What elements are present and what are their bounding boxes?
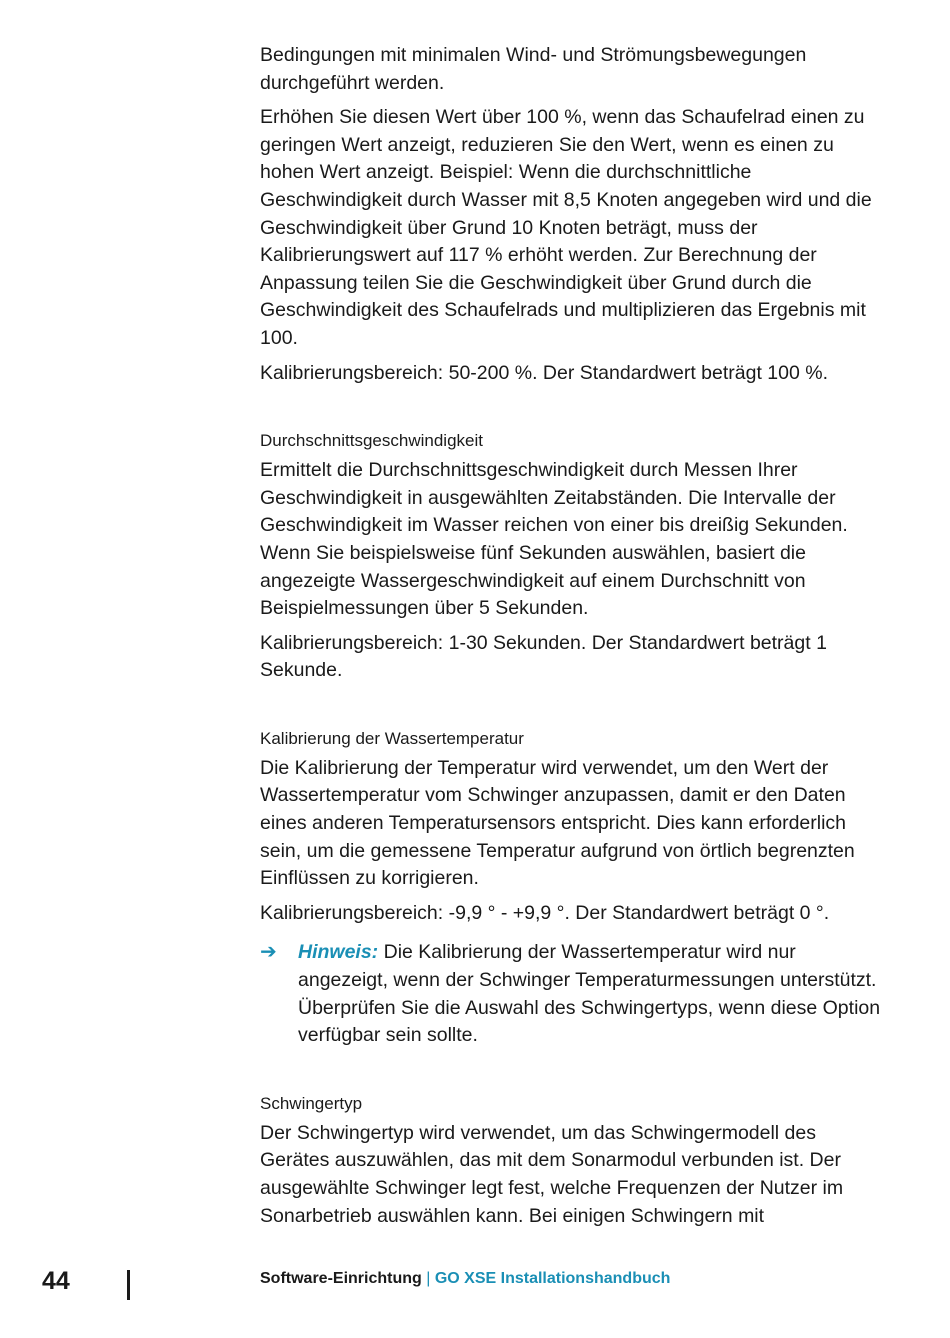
body-paragraph: Bedingungen mit minimalen Wind- und Strömungsbewegungen durchgeführt werden. <box>260 44 807 94</box>
body-paragraph: Erhöhen Sie diesen Wert über 100 %, wenn das Schaufelrad einen zu geringen Wert anzeigt, reduzieren Sie den Wert, wenn es einen zu hohen Wert anzeigt. Beispiel: Wenn die durchschnittliche Geschwindigkeit durch Wasser mit 8,5 Knoten angegeben wird und die Geschwindigkeit über Grund 10 Knoten beträgt, muss der Kalibrierungswert auf 117 % erhöht werden. Zur Berechnung der Anpassung teilen Sie die Geschwindigkeit über Grund durch die Geschwindigkeit des Schaufelrads und multiplizieren das Ergebnis mit 100. <box>260 106 872 349</box>
note-callout <box>260 939 890 1049</box>
footer-section-title: Software-Einrichtung <box>260 1270 422 1287</box>
footer-divider <box>127 1270 130 1300</box>
note-body <box>298 939 890 1049</box>
note-label: Hinweis: <box>298 941 379 964</box>
section-heading-transducer-type: Schwingertyp <box>260 1093 363 1113</box>
section-paragraph: Die Kalibrierung der Temperatur wird verwendet, um den Wert der Wassertemperatur vom Schwinger anzupassen, damit er den Daten eines anderen Temperatursensors entspricht. Dies kann erforderlich sein, um die gemessene Temperatur aufgrund von örtlich begrenzten Einflüssen zu korrigieren. <box>260 756 855 890</box>
section-paragraph: Kalibrierungsbereich: 1-30 Sekunden. Der Standardwert beträgt 1 Sekunde. <box>260 631 827 682</box>
section-paragraph: Kalibrierungsbereich: -9,9 ° - +9,9 °. Der Standardwert beträgt 0 °. <box>260 901 830 924</box>
section-heading-water-temp: Kalibrierung der Wassertemperatur <box>260 728 524 748</box>
footer-manual-title: GO XSE Installationshandbuch <box>434 1270 671 1287</box>
footer-running-title <box>260 1270 670 1288</box>
arrow-right-icon: ➔ <box>260 941 277 964</box>
body-paragraph: Kalibrierungsbereich: 50-200 %. Der Standardwert beträgt 100 %. <box>260 361 828 384</box>
footer-separator: | <box>421 1270 435 1287</box>
page-number: 44 <box>42 1267 70 1295</box>
section-paragraph: Ermittelt die Durchschnittsgeschwindigkeit durch Messen Ihrer Geschwindigkeit in ausgewählten Zeitabständen. Die Intervalle der Geschwindigkeit im Wasser reichen von einer bis dreißig Sekunden. Wenn Sie beispielsweise fünf Sekunden auswählen, basiert die angezeigte Wassergeschwindigkeit auf einem Durchschnitt von Beispielmessungen über 5 Sekunden. <box>260 459 848 620</box>
note-text: Die Kalibrierung der Wassertemperatur wird nur angezeigt, wenn der Schwinger Temperaturmessungen unterstützt. Überprüfen Sie die Auswahl des Schwingertyps, wenn diese Option verfügbar sein sollte. <box>298 941 881 1047</box>
section-paragraph: Der Schwingertyp wird verwendet, um das Schwingermodell des Gerätes auszuwählen, das mit dem Sonarmodul verbunden ist. Der ausgewählte Schwinger legt fest, welche Frequenzen der Nutzer im Sonarbetrieb auswählen kann. Bei einigen Schwingern mit <box>260 1121 844 1227</box>
page-content <box>260 42 890 1237</box>
section-heading-avg-speed: Durchschnittsgeschwindigkeit <box>260 431 483 451</box>
